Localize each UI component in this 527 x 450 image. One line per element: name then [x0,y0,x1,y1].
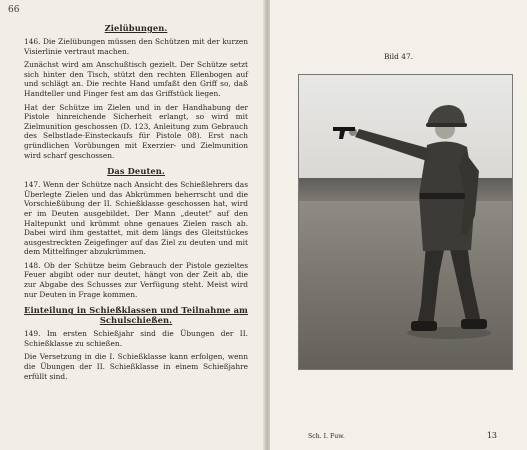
paragraph-146a: 146. Die Zielübungen müssen den Schützen mit der kurzen Visierlinie vertraut machen. [24,37,248,56]
page-number-left: 66 [8,5,20,15]
right-page [270,0,527,450]
heading-schiessklassen: Einteilung in Schießklassen und Teilnahme am Schulschießen. [24,305,248,326]
paragraph-149b: Die Versetzung in die I. Schießklasse kann erfolgen, wenn die Übungen der II. Schießklasse in einem Schießjahre erfüllt sind. [24,352,248,381]
paragraph-146b: Zunächst wird am Anschußtisch gezielt. Der Schütze setzt sich hinter den Tisch, stützt den rechten Ellenbogen auf und schlägt an. Die rechte Hand umfaßt den Griff so, daß Handteller und Finger fest am das Griffstück liegen. [24,60,248,98]
paragraph-146c: Hat der Schütze im Zielen und in der Handhabung der Pistole hinreichende Sicherheit erlangt, so wird mit Zielmunition geschossen (D. 123, Anleitung zum Gebrauch des Selbstlade-Einsteckaufs für Pistole 08). Erst nach gründlichen Vorübungen mit Exerzier- und Zielmunition wird scharf geschossen. [24,102,248,160]
heading-deuten: Das Deuten. [107,166,165,177]
soldier-photo [298,74,513,370]
page-number-right: 13 [486,431,497,440]
footer-signature: Sch. I. Fuw. [308,433,345,440]
figure-caption: Bild 47. [384,52,413,61]
heading-zieluebungen: Zielübungen. [104,23,168,33]
paragraph-149a: 149. Im ersten Schießjahr sind die Übungen der II. Schießklasse zu schießen. [24,329,248,348]
paragraph-147: 147. Wenn der Schütze nach Ansicht des Schießlehrers das Überlegte Zielen und das Abkrümmen beherrscht und die Vorschießübung der II. Schießklasse geschossen hat, wird er im Deuten ausgebildet. Der Mann „deutet" auf den Haltepunkt und krümmt ohne genaues Zielen rasch ab. Dabei wird ihm gestattet, mit dem längs des Gleitstückes ausgestreckten Zeigefinger auf das Ziel zu deuten und mit dem Mittelfinger abzukrümmen. [24,180,248,257]
paragraph-148: 148. Ob der Schütze beim Gebrauch der Pistole gezieltes Feuer abgibt oder nur deutet, hängt von der Zeit ab, die zur Abgabe des Schusses zur Verfügung steht. Meist wird nur Deuten in Frage kommen. [24,260,248,299]
soldier-figure-icon [299,75,512,369]
